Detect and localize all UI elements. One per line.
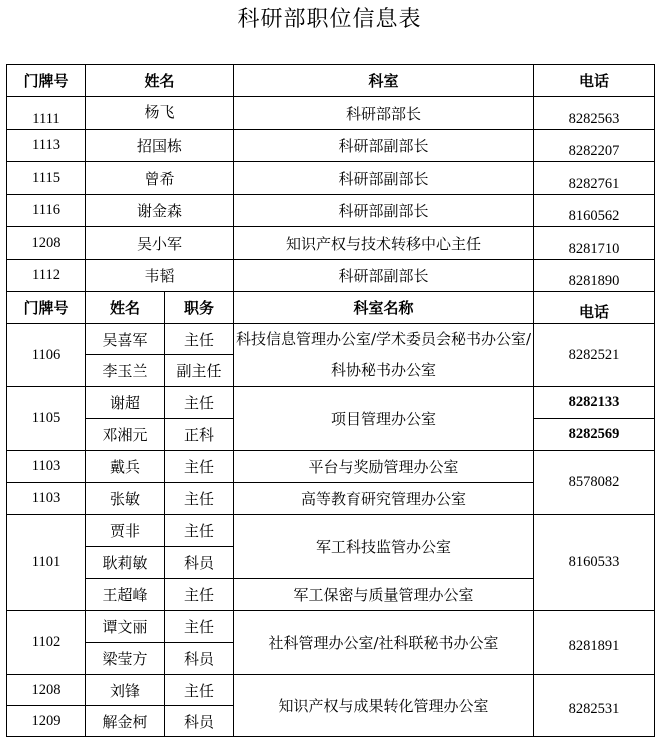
- office-cell: 社科管理办公室/社科联秘书办公室: [234, 611, 534, 675]
- table-row: [7, 195, 655, 227]
- name-cell: 张敏: [86, 483, 165, 515]
- table-row: [7, 97, 655, 130]
- table-header-row: [7, 292, 655, 324]
- table-row: [7, 260, 655, 292]
- door-cell: 1103: [7, 451, 86, 483]
- page-title: 科研部职位信息表: [237, 7, 422, 32]
- phone-cell: 8281891: [534, 611, 655, 675]
- name-cell: 梁莹方: [86, 643, 165, 675]
- name-cell: 曾希: [86, 162, 234, 195]
- door-cell: 1102: [7, 611, 86, 675]
- role-cell: 主任: [165, 579, 234, 611]
- role-cell: 科员: [165, 643, 234, 675]
- role-cell: 主任: [165, 451, 234, 483]
- role-cell: 正科: [165, 419, 234, 451]
- role-cell: 科员: [165, 706, 234, 737]
- phone-cell: 8282531: [534, 675, 655, 737]
- header-role: 职务: [165, 292, 234, 324]
- door-cell: 1106: [7, 324, 86, 387]
- table-row: [7, 162, 655, 195]
- office-cell: 科研部副部长: [234, 130, 534, 162]
- name-cell: 解金柯: [86, 706, 165, 737]
- door-cell: 1113: [7, 130, 86, 162]
- name-cell: 谢超: [86, 387, 165, 419]
- office-cell: 科研部副部长: [234, 195, 534, 227]
- role-cell: 主任: [165, 515, 234, 547]
- table-row: [7, 675, 655, 706]
- header-office: 科室: [234, 65, 534, 97]
- door-cell: 1116: [7, 195, 86, 227]
- door-cell: 1101: [7, 515, 86, 611]
- table-row: [7, 611, 655, 643]
- name-cell: 谭文丽: [86, 611, 165, 643]
- phone-cell: 8281710: [534, 227, 655, 260]
- office-cell: 科研部副部长: [234, 162, 534, 195]
- name-cell: 贾非: [86, 515, 165, 547]
- phone-cell: 8160533: [534, 515, 655, 611]
- door-cell: 1105: [7, 387, 86, 451]
- phone-cell: 8578082: [534, 451, 655, 515]
- role-cell: 主任: [165, 483, 234, 515]
- name-cell: 谢金森: [86, 195, 234, 227]
- phone-cell: 8282563: [534, 97, 655, 130]
- name-cell: 戴兵: [86, 451, 165, 483]
- door-cell: 1208: [7, 675, 86, 706]
- name-cell: 王超峰: [86, 579, 165, 611]
- office-cell: 平台与奖励管理办公室: [234, 451, 534, 483]
- name-cell: 李玉兰: [86, 355, 165, 387]
- office-cell: 项目管理办公室: [234, 387, 534, 451]
- phone-cell: 8282521: [534, 324, 655, 387]
- role-cell: 副主任: [165, 355, 234, 387]
- header-phone: 电话: [534, 292, 655, 324]
- phone-cell: 8282761: [534, 162, 655, 195]
- office-cell: 军工科技监管办公室: [234, 515, 534, 579]
- office-cell: 知识产权与成果转化管理办公室: [234, 675, 534, 737]
- phone-cell: 8281890: [534, 260, 655, 292]
- table-header-row: [7, 65, 655, 97]
- role-cell: 科员: [165, 547, 234, 579]
- office-cell: 知识产权与技术转移中心主任: [234, 227, 534, 260]
- name-cell: 吴小军: [86, 227, 234, 260]
- role-cell: 主任: [165, 387, 234, 419]
- office-cell: 军工保密与质量管理办公室: [234, 579, 534, 611]
- header-door: 门牌号: [7, 292, 86, 324]
- door-cell: 1115: [7, 162, 86, 195]
- name-cell: 杨飞: [86, 97, 234, 130]
- office-cell: 高等教育研究管理办公室: [234, 483, 534, 515]
- role-cell: 主任: [165, 675, 234, 706]
- door-cell: 1111: [7, 97, 86, 130]
- door-cell: 1209: [7, 706, 86, 737]
- office-cell: 科研部副部长: [234, 260, 534, 292]
- name-cell: 招国栋: [86, 130, 234, 162]
- name-cell: 刘锋: [86, 675, 165, 706]
- name-cell: 邓湘元: [86, 419, 165, 451]
- name-cell: 韦韬: [86, 260, 234, 292]
- role-cell: 主任: [165, 324, 234, 355]
- header-office-name: 科室名称: [234, 292, 534, 324]
- name-cell: 耿莉敏: [86, 547, 165, 579]
- table-row: [7, 515, 655, 547]
- role-cell: 主任: [165, 611, 234, 643]
- header-name: 姓名: [86, 292, 165, 324]
- phone-cell: 8160562: [534, 195, 655, 227]
- office-cell: 科技信息管理办公室/学术委员会秘书办公室/科协秘书办公室: [234, 324, 534, 387]
- door-cell: 1208: [7, 227, 86, 260]
- door-cell: 1103: [7, 483, 86, 515]
- table-row: [7, 451, 655, 483]
- door-cell: 1112: [7, 260, 86, 292]
- office-cell: 科研部部长: [234, 97, 534, 130]
- phone-cell: 8282133: [534, 387, 655, 419]
- name-cell: 吴喜军: [86, 324, 165, 355]
- phone-cell: 8282569: [534, 419, 655, 451]
- table-row: [7, 227, 655, 260]
- header-door: 门牌号: [7, 65, 86, 97]
- position-table: [6, 64, 655, 737]
- phone-cell: 8282207: [534, 130, 655, 162]
- table-row: [7, 324, 655, 355]
- header-phone: 电话: [534, 65, 655, 97]
- table-row: [7, 387, 655, 419]
- header-name: 姓名: [86, 65, 234, 97]
- table-row: [7, 130, 655, 162]
